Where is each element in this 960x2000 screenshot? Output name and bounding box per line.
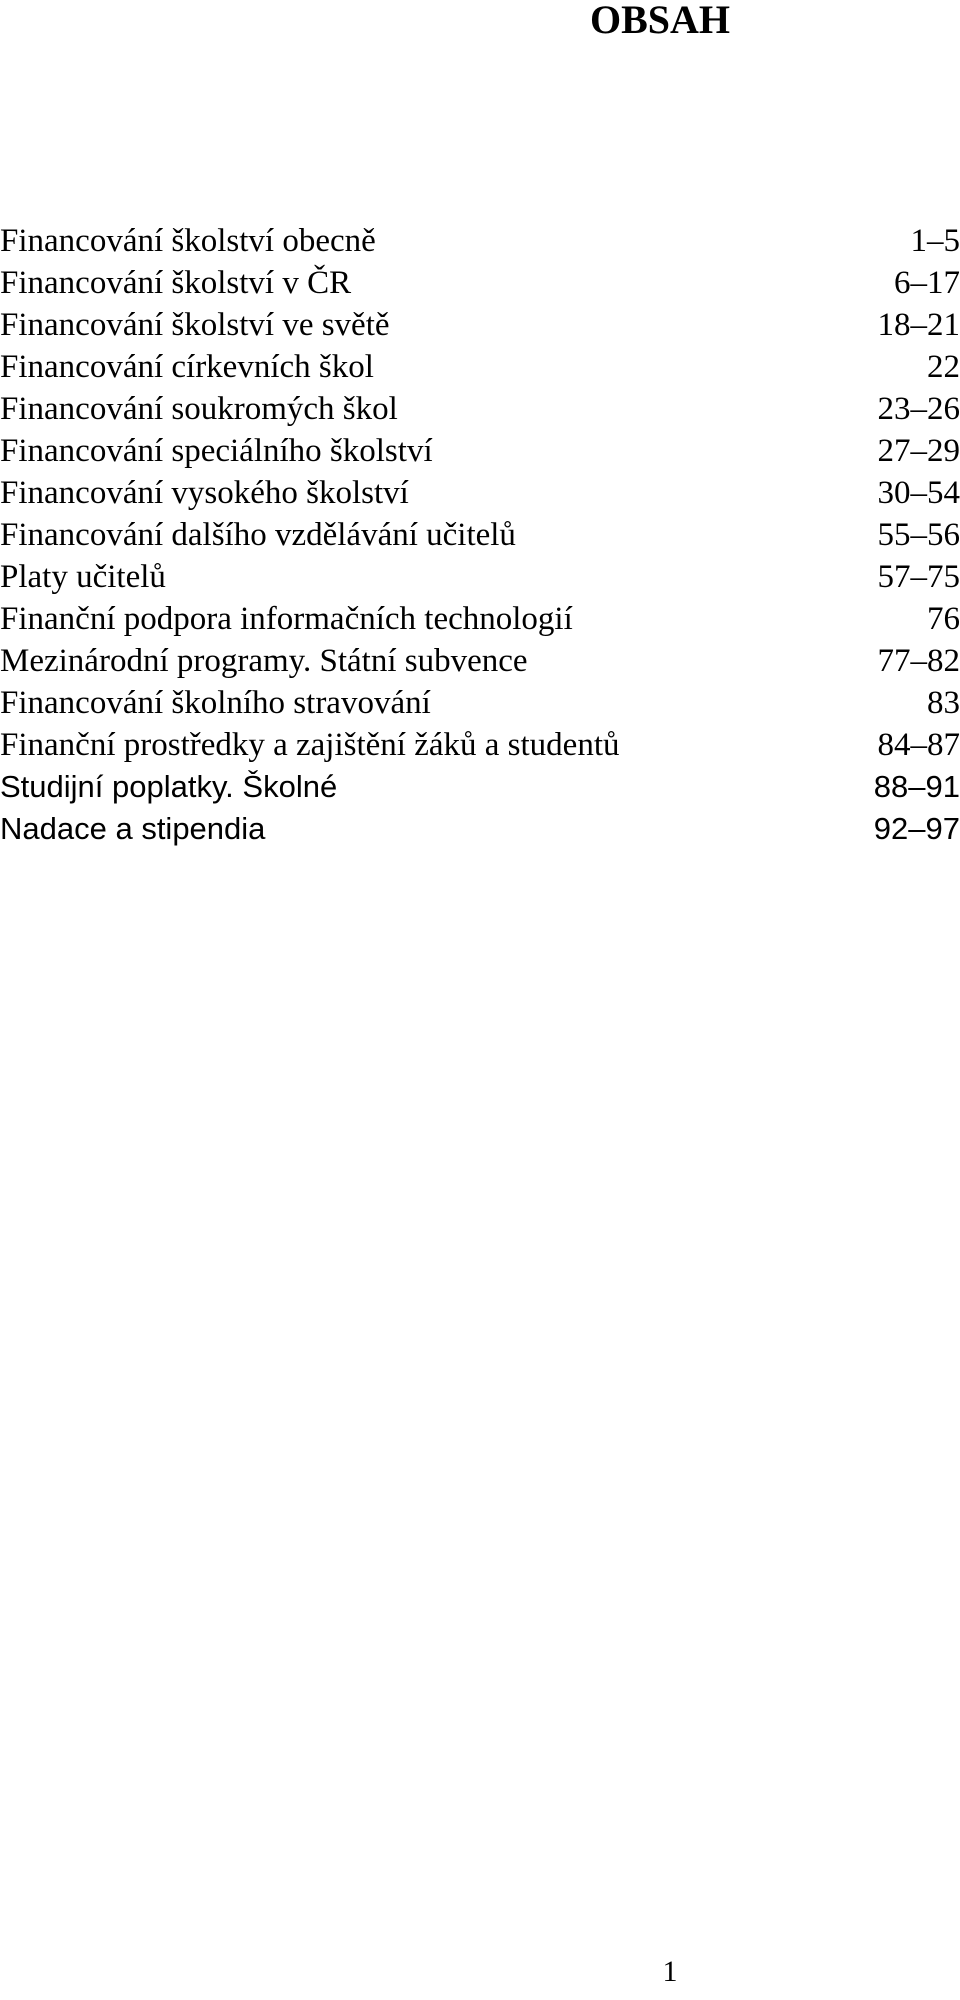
toc-entry-pages: 83: [927, 685, 960, 721]
toc-entry[interactable]: [0, 220, 960, 262]
toc-entry[interactable]: [0, 808, 960, 850]
toc-entry-label: Financování dalšího vzdělávání učitelů: [0, 517, 516, 553]
toc-entry-label: Financování speciálního školství: [0, 433, 433, 469]
toc-entry[interactable]: [0, 766, 960, 808]
toc-entry[interactable]: [0, 346, 960, 388]
toc-entry-label: Financování školství obecně: [0, 223, 376, 259]
page-number: 1: [662, 1955, 678, 1988]
toc-entry[interactable]: [0, 388, 960, 430]
toc-entry-pages: 6–17: [894, 265, 960, 301]
toc-entry-pages: 76: [927, 601, 960, 637]
toc-entry[interactable]: [0, 430, 960, 472]
toc-entry-pages: 22: [927, 349, 960, 385]
toc-entry-pages: 57–75: [877, 559, 960, 595]
toc-entry-label: Studijní poplatky. Školné: [0, 769, 338, 804]
toc-entry-pages: 27–29: [877, 433, 960, 469]
toc-entry[interactable]: [0, 472, 960, 514]
toc-entry-pages: 23–26: [877, 391, 960, 427]
toc-entry-label: Platy učitelů: [0, 559, 166, 595]
toc-entry-label: Financování školství v ČR: [0, 265, 352, 301]
toc-entry[interactable]: [0, 640, 960, 682]
toc-entry-label: Financování školství ve světě: [0, 307, 390, 343]
toc-entry[interactable]: [0, 682, 960, 724]
page-title: OBSAH: [589, 0, 731, 42]
toc-entry-label: Financování církevních škol: [0, 349, 374, 385]
toc-entry[interactable]: [0, 598, 960, 640]
toc-entry-label: Mezinárodní programy. Státní subvence: [0, 643, 528, 679]
toc-entry-pages: 1–5: [910, 223, 960, 259]
toc-entry-pages: 77–82: [877, 643, 960, 679]
toc-entry-label: Nadace a stipendia: [0, 811, 266, 846]
toc-entry[interactable]: [0, 304, 960, 346]
toc-entry[interactable]: [0, 724, 960, 766]
toc-entry-pages: 18–21: [877, 307, 960, 343]
toc-entry[interactable]: [0, 262, 960, 304]
toc-entry[interactable]: [0, 556, 960, 598]
toc-entry-pages: 88–91: [873, 769, 960, 804]
toc-entry-label: Finanční prostředky a zajištění žáků a studentů: [0, 727, 620, 763]
toc-entry-pages: 84–87: [877, 727, 960, 763]
toc-entry-label: Financování vysokého školství: [0, 475, 409, 511]
toc-entry-pages: 55–56: [877, 517, 960, 553]
toc-entry-label: Financování školního stravování: [0, 685, 431, 721]
toc-entry-label: Financování soukromých škol: [0, 391, 398, 427]
toc-entry-label: Finanční podpora informačních technologií: [0, 601, 573, 637]
toc-entry-pages: 30–54: [877, 475, 960, 511]
toc-entry[interactable]: [0, 514, 960, 556]
toc-entry-pages: 92–97: [873, 811, 960, 846]
table-of-contents: [0, 220, 960, 850]
